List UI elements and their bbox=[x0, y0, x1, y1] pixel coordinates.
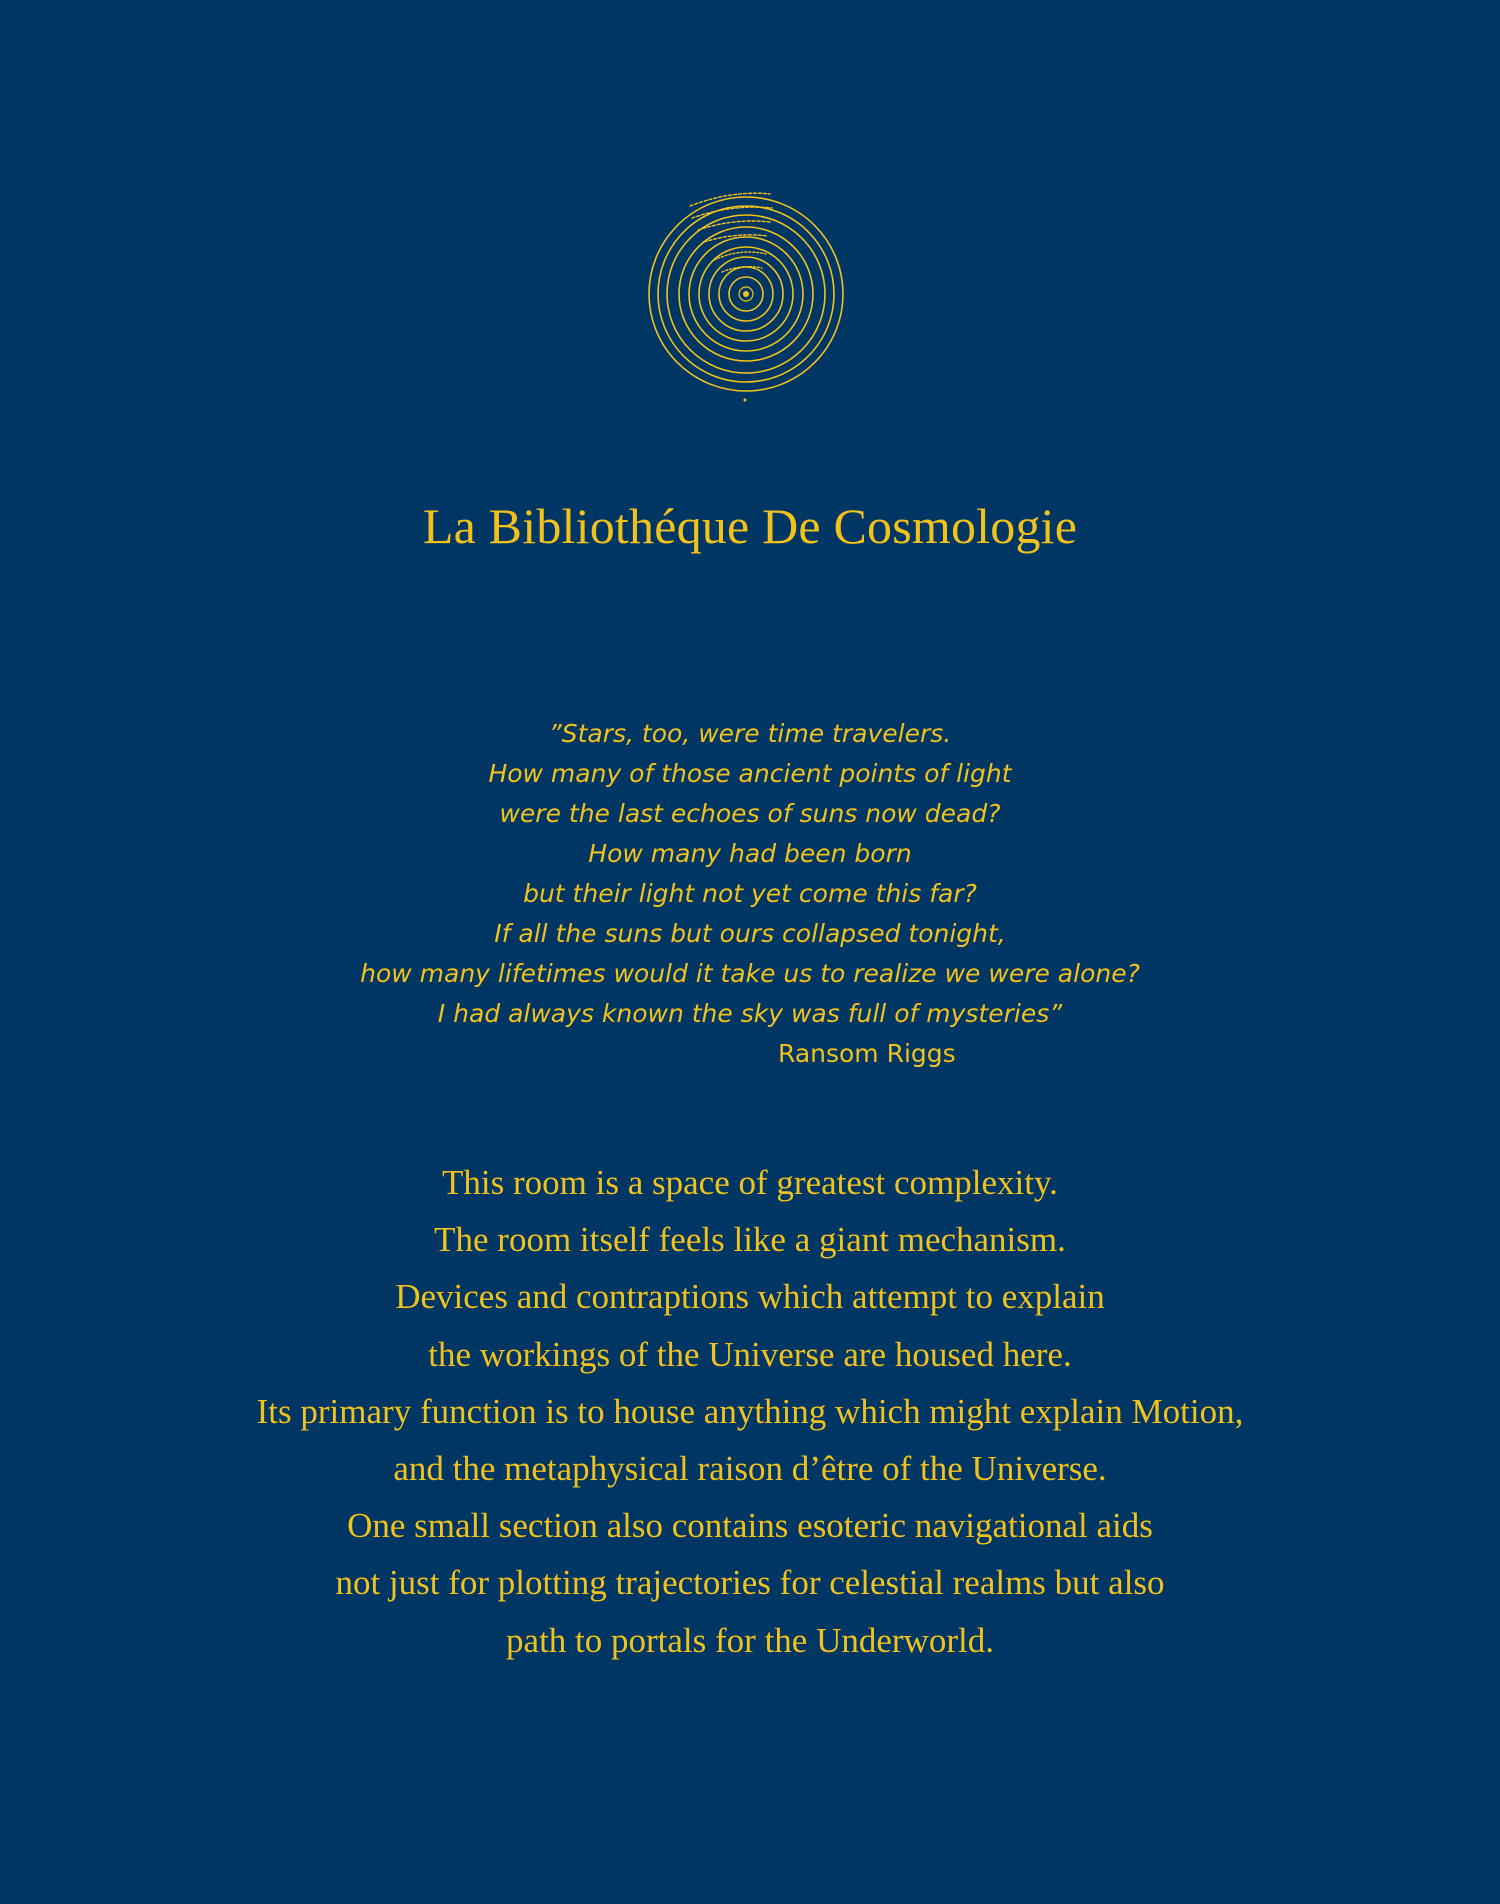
quote-line: were the last echoes of suns now dead? bbox=[499, 799, 1001, 828]
quote-author: Ransom Riggs bbox=[778, 1039, 956, 1068]
quote-line: If all the suns but ours collapsed tonight, bbox=[494, 919, 1006, 948]
description-line: Devices and contraptions which attempt to explain bbox=[395, 1277, 1105, 1317]
description-line: The room itself feels like a giant mechanism. bbox=[434, 1220, 1066, 1260]
quote-line: ”Stars, too, were time travelers. bbox=[548, 719, 952, 748]
description-line: This room is a space of greatest complexity. bbox=[442, 1163, 1058, 1202]
page-title: La Bibliothéque De Cosmologie bbox=[422, 498, 1078, 554]
quote-line: How many had been born bbox=[588, 839, 912, 868]
concentric-orbits-icon bbox=[642, 184, 848, 410]
quote-line: I had always known the sky was full of mysteries” bbox=[437, 999, 1063, 1028]
quote-line: how many lifetimes would it take us to realize we were alone? bbox=[360, 959, 1140, 988]
description-line: the workings of the Universe are housed here. bbox=[428, 1334, 1072, 1374]
description-line: Its primary function is to house anything which might explain Motion, bbox=[256, 1391, 1244, 1431]
description-line: not just for plotting trajectories for celestial realms but also bbox=[335, 1563, 1165, 1603]
description-line: and the metaphysical raison d’être of the Universe. bbox=[393, 1449, 1107, 1489]
quote-block bbox=[0, 714, 1500, 1034]
description-line: path to portals for the Underworld. bbox=[506, 1620, 994, 1660]
description-line: One small section also contains esoteric navigational aids bbox=[347, 1506, 1153, 1546]
quote-line: but their light not yet come this far? bbox=[523, 879, 977, 908]
quote-line: How many of those ancient points of light bbox=[488, 759, 1012, 788]
room-description bbox=[0, 1154, 1500, 1669]
